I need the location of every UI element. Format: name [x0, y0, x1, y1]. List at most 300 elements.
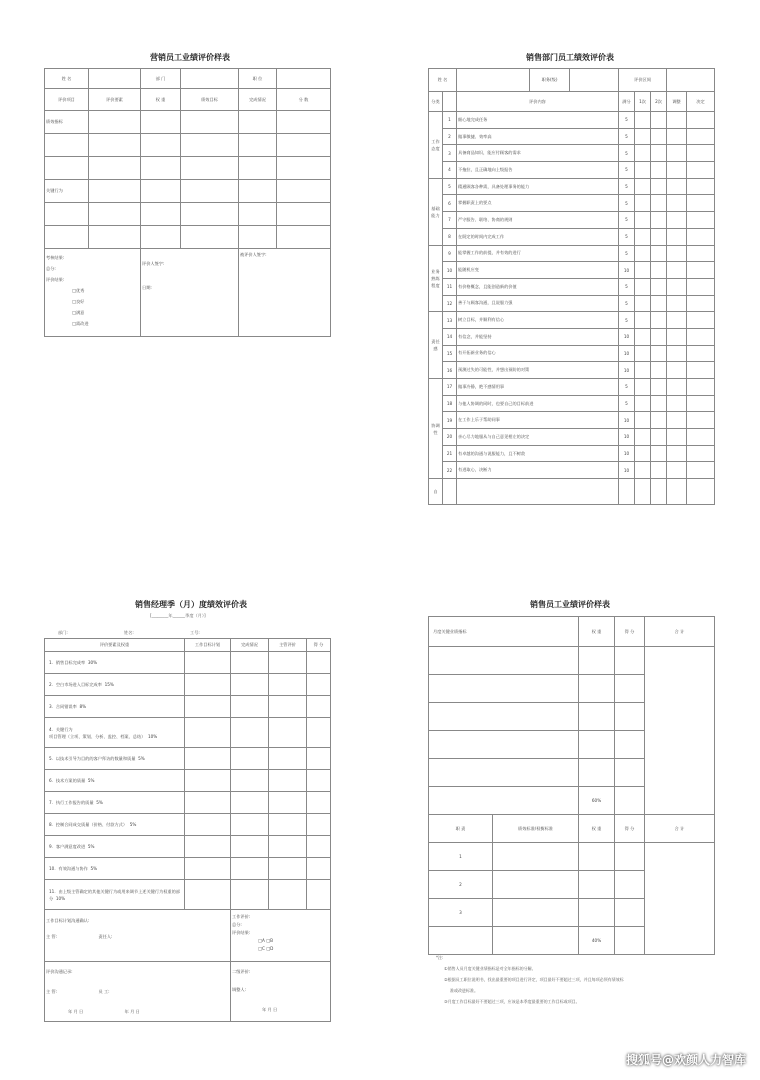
- f2-row: [429, 162, 715, 179]
- f3-row-score[interactable]: [307, 718, 331, 748]
- f3-row-done[interactable]: [231, 652, 269, 674]
- watermark: 搜狐号@欢颜人力智库: [625, 1053, 746, 1067]
- f2-row: [429, 479, 715, 505]
- f2-row-no: 14: [443, 328, 457, 345]
- f3-row-review[interactable]: [269, 696, 307, 718]
- f2-row-no: 19: [443, 412, 457, 429]
- f3-row-done[interactable]: [231, 814, 269, 836]
- f2-row-content: 亲心尽力地服从与自己意见相左的决定: [457, 429, 619, 446]
- f2-row: [429, 178, 715, 195]
- f2-row-second[interactable]: [651, 429, 667, 446]
- f2-row-content: 有卓越的沟通与说服能力，且不树敌: [457, 445, 619, 462]
- f2-row-first[interactable]: [635, 345, 651, 362]
- f2-row-content: 不拖拉，且正确地向上级报告: [457, 162, 619, 179]
- f2-row-decision[interactable]: [687, 228, 715, 245]
- f3-row-done[interactable]: [231, 792, 269, 814]
- f2-col-category: 分类: [429, 92, 443, 112]
- f2-row-full: 5: [619, 195, 635, 212]
- f1-dept-value: [181, 69, 239, 89]
- f3-row: [45, 836, 331, 858]
- f2-col-content: 评价内容: [457, 92, 619, 112]
- f2-group-label: 协调性: [429, 379, 443, 479]
- f3-row-plan[interactable]: [185, 770, 231, 792]
- f1-total-label: 总分:: [46, 266, 56, 271]
- f3-row-score[interactable]: [307, 880, 331, 910]
- f2-row: [429, 245, 715, 262]
- f3-row-done[interactable]: [231, 836, 269, 858]
- f3-name: 姓名:: [124, 630, 134, 635]
- f2-row-adjust[interactable]: [667, 345, 687, 362]
- f3-row-plan[interactable]: [185, 814, 231, 836]
- f3-row-review[interactable]: [269, 770, 307, 792]
- f2-row-adjust[interactable]: [667, 429, 687, 446]
- f2-row-full: 10: [619, 328, 635, 345]
- f3-eval-result: 评价结果:: [232, 930, 251, 935]
- f1-opt-excellent[interactable]: □优秀: [72, 288, 85, 293]
- f2-row-adjust[interactable]: [667, 178, 687, 195]
- f2-row-full: 5: [619, 162, 635, 179]
- f3-row: [45, 718, 331, 748]
- f2-row-second[interactable]: [651, 462, 667, 479]
- f3-row-score[interactable]: [307, 770, 331, 792]
- f2-row-no: 15: [443, 345, 457, 362]
- f3-row: [45, 652, 331, 674]
- f3-row-review[interactable]: [269, 880, 307, 910]
- f2-row-content: 严守服告、联络、协商的规则: [457, 212, 619, 229]
- f2-row-second[interactable]: [651, 445, 667, 462]
- f2-row-first[interactable]: [635, 112, 651, 129]
- f2-row-content: 掌握职责上的要点: [457, 195, 619, 212]
- f2-row-no: 9: [443, 245, 457, 262]
- f2-row-second[interactable]: [651, 228, 667, 245]
- f3-row-element: 10．有效沟通与协作 5%: [45, 858, 185, 880]
- f2-row-adjust[interactable]: [667, 328, 687, 345]
- f2-row-first[interactable]: [635, 295, 651, 312]
- f3-row-plan[interactable]: [185, 652, 231, 674]
- f1-opt-good[interactable]: □良好: [72, 299, 85, 304]
- f2-row-full: 5: [619, 178, 635, 195]
- f2-row-decision[interactable]: [687, 128, 715, 145]
- f2-row-full: 5: [619, 228, 635, 245]
- f2-row-first[interactable]: [635, 312, 651, 329]
- f2-row-adjust[interactable]: [667, 379, 687, 396]
- f2-row-decision[interactable]: [687, 195, 715, 212]
- f1-col-item: 评价项目: [45, 89, 89, 111]
- f3-row-score[interactable]: [307, 674, 331, 696]
- f2-row-first[interactable]: [635, 429, 651, 446]
- f2-row-first[interactable]: [635, 212, 651, 229]
- f2-row-no: 18: [443, 395, 457, 412]
- f3-row-review[interactable]: [269, 718, 307, 748]
- f3-row-done[interactable]: [231, 858, 269, 880]
- f3-row-plan[interactable]: [185, 880, 231, 910]
- f2-row-no: 16: [443, 362, 457, 379]
- f2-row-first[interactable]: [635, 245, 651, 262]
- f2-row-decision[interactable]: [687, 112, 715, 129]
- f2-row-adjust[interactable]: [667, 295, 687, 312]
- f4-col-score2: 得 分: [615, 815, 645, 843]
- f2-row-content: 能掌握工作的前提，并有效的进行: [457, 245, 619, 262]
- f3-row-element: 6．技术方案的质量 5%: [45, 770, 185, 792]
- f2-period-value: [667, 69, 715, 92]
- f2-row-no: 20: [443, 429, 457, 446]
- f3-row: [45, 792, 331, 814]
- f2-row-decision[interactable]: [687, 162, 715, 179]
- f4-col-total: 合 计: [645, 617, 715, 647]
- f2-row: [429, 278, 715, 295]
- f3-confirm-cell: [45, 910, 231, 962]
- f2-row-no: [443, 479, 457, 505]
- f3-row-score[interactable]: [307, 748, 331, 770]
- f2-row-content: 在既定的时间内完成工作: [457, 228, 619, 245]
- f3-opt-ab[interactable]: □A □B: [258, 938, 273, 943]
- f4-row-3: 3: [429, 899, 493, 927]
- f2-row-second[interactable]: [651, 212, 667, 229]
- f2-row-adjust[interactable]: [667, 228, 687, 245]
- f2-row-no: 3: [443, 145, 457, 162]
- f2-period-label: 评价区间: [619, 69, 667, 92]
- f3-row-score[interactable]: [307, 814, 331, 836]
- f2-row-decision[interactable]: [687, 145, 715, 162]
- f3-col-score: 得 分: [307, 639, 331, 652]
- f2-row-content: 做事敏捷、效率高: [457, 128, 619, 145]
- f2-row-decision[interactable]: [687, 412, 715, 429]
- f2-row-second[interactable]: [651, 395, 667, 412]
- f2-row-decision[interactable]: [687, 462, 715, 479]
- f1-opt-satisfied[interactable]: □满意: [72, 310, 85, 315]
- f2-row: [429, 429, 715, 446]
- f3-row-score[interactable]: [307, 696, 331, 718]
- f1-evaluatee-sign: 被评价人签字:: [240, 252, 267, 257]
- f3-row-element: 1．销售目标完成率 30%: [45, 652, 185, 674]
- f2-row: [429, 379, 715, 396]
- f2-row-decision[interactable]: [687, 379, 715, 396]
- f2-row-adjust[interactable]: [667, 312, 687, 329]
- f2-group-label: 基础能力: [429, 178, 443, 245]
- f2-row-first[interactable]: [635, 178, 651, 195]
- f1-col-score: 分 数: [277, 89, 331, 111]
- f2-row-first[interactable]: [635, 479, 651, 505]
- f2-row-no: 17: [443, 379, 457, 396]
- f3-record-cell: [45, 962, 231, 1022]
- f1-evaluator-sign: 评价人签字:: [142, 261, 165, 266]
- f3-dept: 部门:: [58, 630, 68, 635]
- f2-row-first[interactable]: [635, 395, 651, 412]
- f3-row-score[interactable]: [307, 858, 331, 880]
- f2-row-content: 在工作上乐于帮助同事: [457, 412, 619, 429]
- f2-row-no: 2: [443, 128, 457, 145]
- f2-row-decision[interactable]: [687, 429, 715, 446]
- f3-row: [45, 748, 331, 770]
- f2-row-full: 5: [619, 395, 635, 412]
- f2-row-adjust[interactable]: [667, 112, 687, 129]
- f4-col-duty: 职 责: [429, 815, 493, 843]
- f2-row-decision[interactable]: [687, 345, 715, 362]
- f3-row-element: 4．关键行为 项目管理（立项、策划、分析、监控、档案、总结） 10%: [45, 718, 185, 748]
- f3-row-element: 8．控制合同成交质量（价格、付款方式） 5%: [45, 814, 185, 836]
- f3-adjuster: 调整人:: [232, 987, 246, 992]
- f4-weight-bottom: 40%: [579, 927, 615, 955]
- f2-row: [429, 112, 715, 129]
- f2-row-content: 有价格概念，且能创造新的价值: [457, 278, 619, 295]
- f2-row-first[interactable]: [635, 145, 651, 162]
- f2-row-first[interactable]: [635, 379, 651, 396]
- f2-row: [429, 195, 715, 212]
- f2-row-first[interactable]: [635, 228, 651, 245]
- f2-name-label: 姓 名: [429, 69, 457, 92]
- f2-row-decision[interactable]: [687, 445, 715, 462]
- f2-row: [429, 445, 715, 462]
- f3-row-done[interactable]: [231, 674, 269, 696]
- f2-row-content: 能随机应变: [457, 262, 619, 279]
- f2-row-first[interactable]: [635, 278, 651, 295]
- f2-row-full: 5: [619, 128, 635, 145]
- f2-row-second[interactable]: [651, 178, 667, 195]
- f2-row-adjust[interactable]: [667, 479, 687, 505]
- f3-row: [45, 880, 331, 910]
- f2-row-full: 5: [619, 379, 635, 396]
- f2-row-second[interactable]: [651, 112, 667, 129]
- f2-group-label: 工作态度: [429, 112, 443, 179]
- f3-row-done[interactable]: [231, 770, 269, 792]
- f2-row-second[interactable]: [651, 312, 667, 329]
- f4-col-standard: 绩效标准/权衡标准: [493, 815, 579, 843]
- f2-row-adjust[interactable]: [667, 278, 687, 295]
- f2-row-full: 5: [619, 312, 635, 329]
- f2-row-no: 12: [443, 295, 457, 312]
- f1-date-label: 日期:: [142, 285, 152, 290]
- f3-date1: 年 月 日: [68, 1009, 84, 1014]
- f4-weight-top: 60%: [579, 787, 615, 815]
- f3-col-plan: 工作目标计划: [185, 639, 231, 652]
- f3-row-plan[interactable]: [185, 858, 231, 880]
- f2-row-first[interactable]: [635, 462, 651, 479]
- f2-row-second[interactable]: [651, 328, 667, 345]
- f2-row-second[interactable]: [651, 479, 667, 505]
- f1-col-target: 绩效目标: [181, 89, 239, 111]
- f2-row: [429, 362, 715, 379]
- f2-name-value: [457, 69, 619, 92]
- f3-row-done[interactable]: [231, 748, 269, 770]
- f1-title-label: 职 位: [239, 69, 277, 89]
- f2-row-decision[interactable]: [687, 278, 715, 295]
- f2-row-first[interactable]: [635, 328, 651, 345]
- f3-row-review[interactable]: [269, 858, 307, 880]
- f2-row-second[interactable]: [651, 362, 667, 379]
- f2-row-first[interactable]: [635, 262, 651, 279]
- f2-row-adjust[interactable]: [667, 195, 687, 212]
- f2-row-adjust[interactable]: [667, 445, 687, 462]
- f2-row: [429, 462, 715, 479]
- f2-row-adjust[interactable]: [667, 212, 687, 229]
- f3-row-plan[interactable]: [185, 696, 231, 718]
- f2-row-no: 4: [443, 162, 457, 179]
- f1-result-cell: [45, 249, 141, 337]
- f2-row-no: 11: [443, 278, 457, 295]
- f2-row-decision[interactable]: [687, 245, 715, 262]
- f2-row-decision[interactable]: [687, 178, 715, 195]
- f2-row: [429, 395, 715, 412]
- f4-row-1: 1: [429, 843, 493, 871]
- f3-row: [45, 814, 331, 836]
- f2-row-content: [457, 479, 619, 505]
- f2-row-full: 5: [619, 245, 635, 262]
- f1-col-element: 评价要素: [89, 89, 141, 111]
- f2-row-second[interactable]: [651, 245, 667, 262]
- form1-table: [44, 68, 331, 337]
- f2-row-no: 5: [443, 178, 457, 195]
- f2-row-adjust[interactable]: [667, 412, 687, 429]
- f2-row: [429, 128, 715, 145]
- f3-row-score[interactable]: [307, 792, 331, 814]
- f2-row-no: 21: [443, 445, 457, 462]
- f3-second-cell: [231, 962, 331, 1022]
- f3-second-eval: 二级评价:: [232, 969, 251, 974]
- f2-row-adjust[interactable]: [667, 245, 687, 262]
- f4-note-1: ①销售人员月度关键业绩指标是对全年指标的分解。: [444, 966, 536, 971]
- f2-col-first: 1次: [635, 92, 651, 112]
- f2-row-full: 5: [619, 112, 635, 129]
- f3-row-done[interactable]: [231, 696, 269, 718]
- f3-employee: 员 工:: [98, 989, 110, 994]
- f3-date3: 年 月 日: [262, 1007, 278, 1012]
- f2-row-second[interactable]: [651, 295, 667, 312]
- f2-row-adjust[interactable]: [667, 128, 687, 145]
- form3-table: [44, 638, 331, 1022]
- f2-row-second[interactable]: [651, 278, 667, 295]
- f3-confirm-label: 工作目标计划沟通确认:: [46, 918, 90, 923]
- f3-row-review[interactable]: [269, 748, 307, 770]
- f2-row: [429, 262, 715, 279]
- f2-row-full: 10: [619, 412, 635, 429]
- f2-row-decision[interactable]: [687, 479, 715, 505]
- f3-row-plan[interactable]: [185, 718, 231, 748]
- form2-table: [428, 68, 715, 505]
- f2-row-decision[interactable]: [687, 295, 715, 312]
- f2-row-first[interactable]: [635, 128, 651, 145]
- f2-row-full: 5: [619, 145, 635, 162]
- f2-row-full: 10: [619, 462, 635, 479]
- f1-dept-label: 部 门: [141, 69, 181, 89]
- f3-manager1: 主 管:: [46, 934, 58, 939]
- f2-row-decision[interactable]: [687, 262, 715, 279]
- f3-row-score[interactable]: [307, 652, 331, 674]
- f1-title-value: [277, 69, 331, 89]
- f1-opt-improve[interactable]: □需改进: [72, 321, 89, 326]
- f1-name-label: 姓 名: [45, 69, 89, 89]
- f3-row-plan[interactable]: [185, 792, 231, 814]
- f2-row-first[interactable]: [635, 162, 651, 179]
- f2-row-second[interactable]: [651, 195, 667, 212]
- f2-row-second[interactable]: [651, 145, 667, 162]
- f2-row-content: 树立目标，并顺利有信心: [457, 312, 619, 329]
- f2-row-decision[interactable]: [687, 362, 715, 379]
- f2-row-no: 1: [443, 112, 457, 129]
- f2-row-first[interactable]: [635, 195, 651, 212]
- f2-row-first[interactable]: [635, 445, 651, 462]
- f3-row-plan[interactable]: [185, 748, 231, 770]
- f2-row-second[interactable]: [651, 412, 667, 429]
- f3-row-review[interactable]: [269, 836, 307, 858]
- f2-col-second: 2次: [651, 92, 667, 112]
- f3-row-done[interactable]: [231, 880, 269, 910]
- f2-row-adjust[interactable]: [667, 145, 687, 162]
- f2-row-content: 细心地完成任务: [457, 112, 619, 129]
- f3-row: [45, 674, 331, 696]
- f3-row-review[interactable]: [269, 792, 307, 814]
- f3-col-done: 完成情况: [231, 639, 269, 652]
- f2-row-second[interactable]: [651, 262, 667, 279]
- f2-row-content: 有进取心，决断力: [457, 462, 619, 479]
- f2-row-second[interactable]: [651, 345, 667, 362]
- f1-result-label: 考核结果:: [46, 255, 65, 260]
- f2-row-adjust[interactable]: [667, 395, 687, 412]
- f2-group-label: 责任感: [429, 312, 443, 379]
- f2-position-label: 职务(级): [529, 69, 569, 91]
- f3-col-review: 主管评价: [269, 639, 307, 652]
- f3-row-plan[interactable]: [185, 674, 231, 696]
- f3-row-review[interactable]: [269, 652, 307, 674]
- f1-eval-label: 评价结果:: [46, 277, 65, 282]
- f2-row: [429, 312, 715, 329]
- f2-row-first[interactable]: [635, 362, 651, 379]
- f2-row-adjust[interactable]: [667, 162, 687, 179]
- f2-row-second[interactable]: [651, 379, 667, 396]
- f2-row-adjust[interactable]: [667, 462, 687, 479]
- f2-row-full: 10: [619, 429, 635, 446]
- f2-row-no: 13: [443, 312, 457, 329]
- f2-row: [429, 328, 715, 345]
- f2-col-full: 满分: [619, 92, 635, 112]
- f3-row-element: 9．客户满意度改进 5%: [45, 836, 185, 858]
- f2-group-label: 自: [429, 479, 443, 505]
- f2-row-second[interactable]: [651, 128, 667, 145]
- f4-note-head: *注:: [436, 955, 444, 960]
- f2-row-full: 10: [619, 445, 635, 462]
- form4-title: 销售员工业绩评价样表: [530, 600, 610, 609]
- f2-row-decision[interactable]: [687, 395, 715, 412]
- f2-row-second[interactable]: [651, 162, 667, 179]
- f3-row-review[interactable]: [269, 674, 307, 696]
- f2-row-content: 善于与顾客沟通，且说服力强: [457, 295, 619, 312]
- f3-opt-cd[interactable]: □C □D: [258, 946, 274, 951]
- f3-id: 工号:: [190, 630, 200, 635]
- f3-work-eval: 工作评价:: [232, 914, 251, 919]
- f4-col-total2: 合 计: [645, 815, 715, 843]
- f3-row-review[interactable]: [269, 814, 307, 836]
- f3-row-plan[interactable]: [185, 836, 231, 858]
- form1-title: 营销员工业绩评价样表: [150, 53, 230, 62]
- f4-col-weight: 权 重: [579, 617, 615, 647]
- f2-row-decision[interactable]: [687, 212, 715, 229]
- f2-row-full: [619, 479, 635, 505]
- f3-row: [45, 858, 331, 880]
- f3-row-done[interactable]: [231, 718, 269, 748]
- f3-owner: 责任人:: [98, 934, 113, 939]
- f3-row-score[interactable]: [307, 836, 331, 858]
- f4-col-kpi: 月度关键业绩指标: [429, 617, 579, 647]
- f3-row: [45, 696, 331, 718]
- f2-row-adjust[interactable]: [667, 362, 687, 379]
- f2-row-decision[interactable]: [687, 312, 715, 329]
- f4-note-2: ②根据员工职位说明书，找出最重要的项目进行评定，项目最好不要超过三项，并且每项必须有绩效标: [444, 977, 624, 982]
- f2-row-decision[interactable]: [687, 328, 715, 345]
- f4-note-3: ③月度工作目标最好不要超过三项，应该是本季度最重要的工作目标或项目。: [444, 999, 580, 1004]
- f1-evaluatee-cell: [239, 249, 331, 337]
- f2-row-adjust[interactable]: [667, 262, 687, 279]
- f2-row-first[interactable]: [635, 412, 651, 429]
- f2-row-full: 5: [619, 278, 635, 295]
